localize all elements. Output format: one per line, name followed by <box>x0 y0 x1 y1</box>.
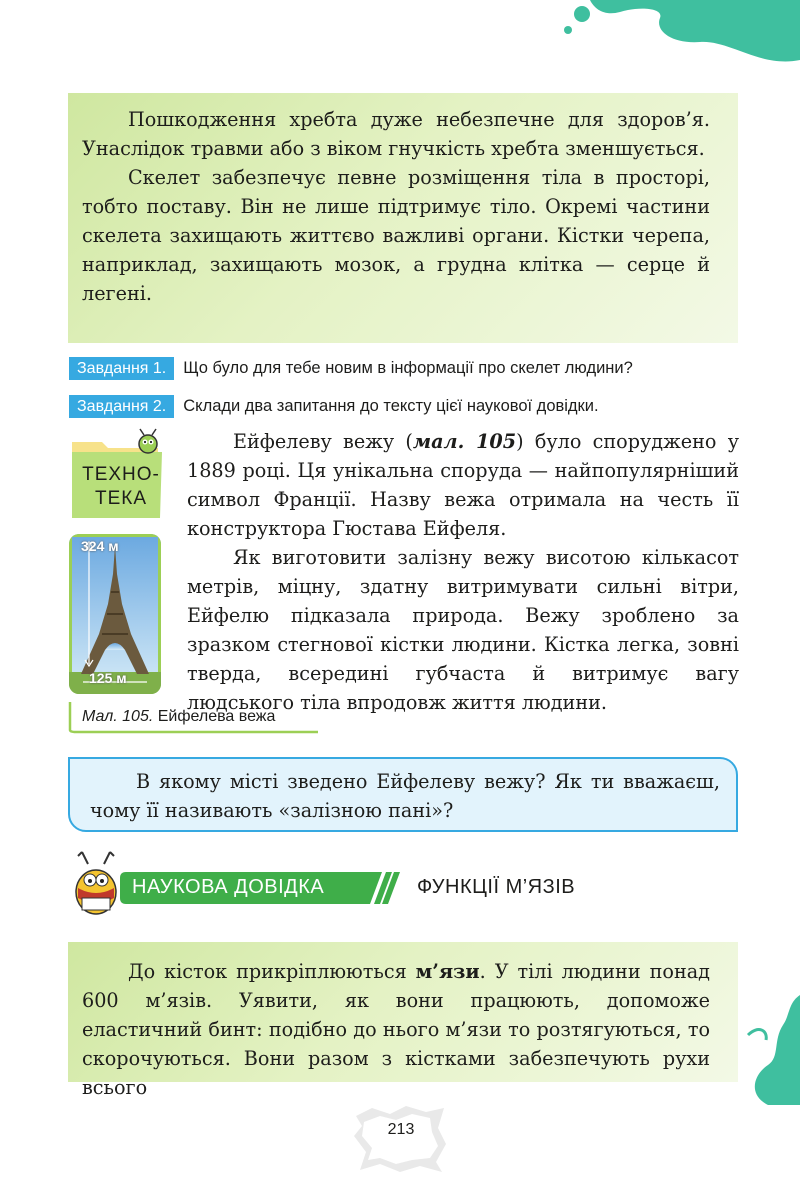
info-box-skeleton <box>68 93 738 343</box>
task-2-label: Завдання 2. <box>69 395 174 418</box>
figure-reference: мал. 105 <box>412 430 517 453</box>
torn-paper-decoration <box>350 1104 450 1174</box>
paragraph-spine-injury: Пошкодження хребта дуже небезпечне для здоров’я. Унаслідок травми або з віком гнучкість хребта зменшується. <box>82 108 710 160</box>
page-number: 213 <box>387 1121 415 1138</box>
task-1-text: Що було для тебе новим в інформації про скелет людини? <box>183 358 633 377</box>
question-text: В якому місті зведено Ейфелеву вежу? Як ти вважаєш, чому її називають «залізною пані»? <box>90 770 720 822</box>
tekhnoteka-line-1: ТЕХНО- <box>82 464 160 485</box>
question-box <box>68 757 738 832</box>
task-2-text: Склади два запитання до тексту цієї наукової довідки. <box>183 396 599 415</box>
paragraph-eiffel-bone: Як виготовити залізну вежу висотою кількасот метрів, міцну, здатну витримувати сильні вітри, Ейфелю підказала природа. Вежу зроблено за зразком стегнової кістки людини. Кістка легка, зовні тверда, всередині губчаста й витримує вагу людського тіла впродовж життя людини. <box>187 546 739 714</box>
bug-mascot-icon <box>139 435 157 453</box>
teal-splash-decoration <box>560 0 800 70</box>
tekhnoteka-line-2: ТЕКА <box>94 488 148 509</box>
tekhnoteka-badge <box>70 428 172 520</box>
info-box-muscles <box>68 942 738 1099</box>
photo-height-label: 324 м <box>81 538 119 554</box>
science-note-title: НАУКОВА ДОВІДКА <box>132 876 325 898</box>
paragraph-eiffel-history: Ейфелеву вежу (мал. 105) було споруджено у 1889 році. Ця унікальна споруда — найпопулярніший символ Франції. Назву вежа отримала на честь її конструктора Гюстава Ейфеля. <box>187 430 739 540</box>
photo-width-label: 125 м <box>89 670 127 686</box>
teal-splash-decoration <box>728 995 800 1105</box>
task-1 <box>69 355 633 381</box>
eiffel-tower-image <box>69 534 161 694</box>
task-2 <box>69 393 599 419</box>
paragraph-skeleton-posture: Скелет забезпечує певне розміщення тіла в просторі, тобто поставу. Він не лише підтримує тіло. Окремі частини скелета захищають життєво важливі органи. Кістки черепа, наприклад, захищають мозок, а грудна клітка — серце й легені. <box>82 166 710 305</box>
caption-text: Ейфелева вежа <box>153 708 276 725</box>
task-1-label: Завдання 1. <box>69 357 174 380</box>
info-box-text <box>82 105 710 308</box>
section-title: ФУНКЦІЇ М’ЯЗІВ <box>417 876 576 898</box>
paragraph-muscles: До кісток прикріплюються м’язи. У тілі людини понад 600 м’язів. Уявити, як вони працюють, допоможе еластичний бинт: подібно до нього м’язи то розтягуються, то скорочуються. Вони разом з кістками забезпечують рухи всього <box>82 960 710 1099</box>
eiffel-text <box>187 427 739 717</box>
figure-caption <box>82 708 275 726</box>
caption-ref: Мал. 105. <box>82 708 154 725</box>
term-muscles: м’язи <box>415 960 480 983</box>
reading-bug-mascot-icon <box>66 848 128 916</box>
